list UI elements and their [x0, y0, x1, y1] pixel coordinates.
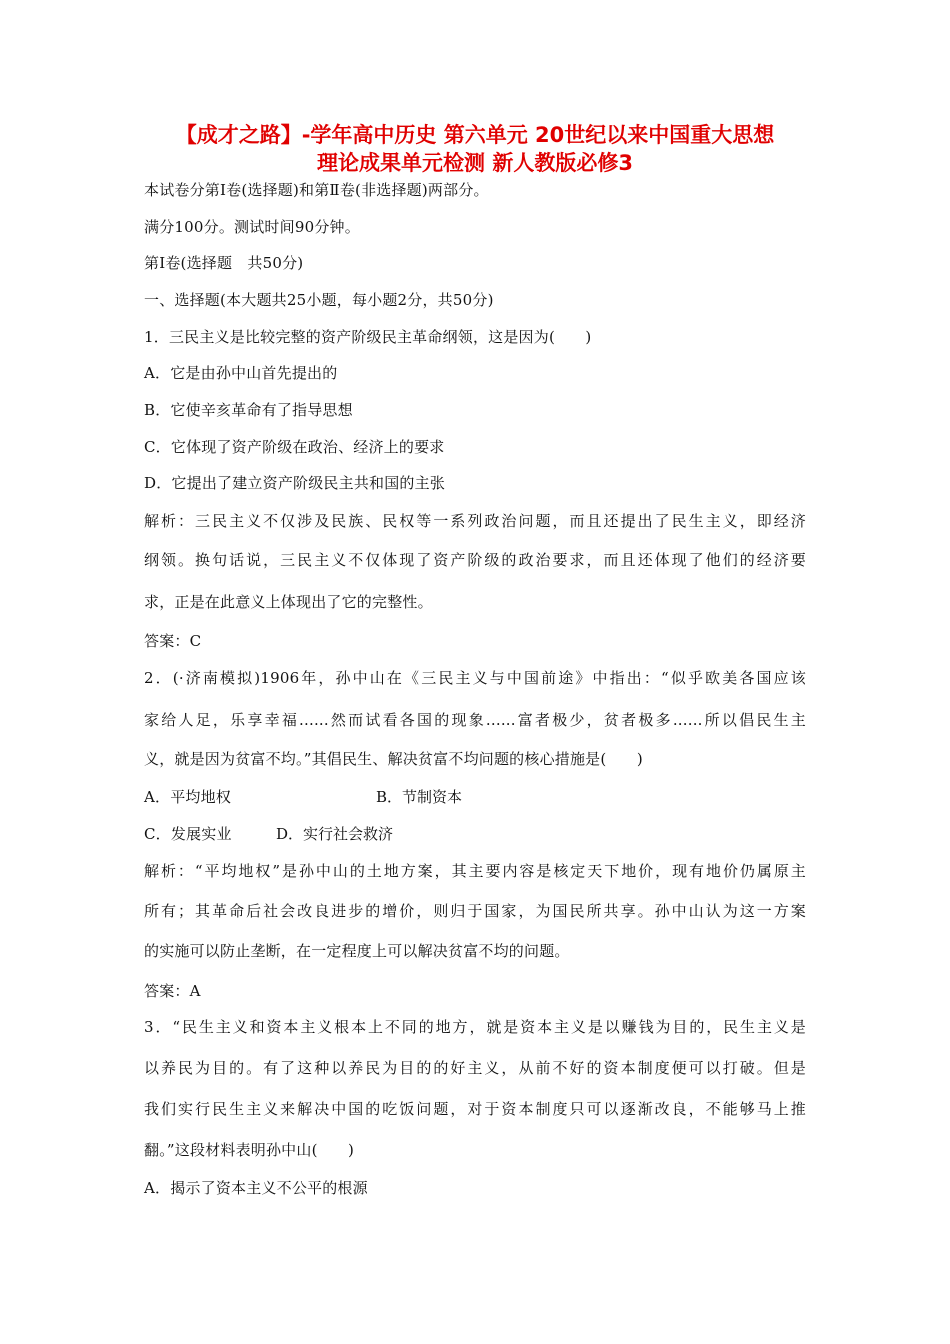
question-2-stem-line-2: 家给人足，乐享幸福......然而试看各国的现象......富者极少，贫者极多......所以倡民生主	[144, 711, 806, 729]
question-1-analysis-line-1: 解析：三民主义不仅涉及民族、民权等一系列政治问题，而且还提出了民生主义，即经济	[144, 512, 806, 530]
question-2-option-a: A．平均地权	[144, 788, 232, 806]
question-2-stem-line-1: 2．(·济南模拟)1906年，孙中山在《三民主义与中国前途》中指出：“似乎欧美各国应该	[144, 669, 806, 687]
question-2-option-c: C．发展实业	[144, 825, 232, 843]
question-2-analysis-line-3: 的实施可以防止垄断，在一定程度上可以解决贫富不均的问题。	[144, 942, 570, 960]
question-1-answer: 答案：C	[144, 632, 202, 650]
question-3-stem-line-4: 翻。”这段材料表明孙中山( )	[144, 1141, 355, 1159]
question-1-stem: 1．三民主义是比较完整的资产阶级民主革命纲领，这是因为( )	[144, 328, 592, 346]
document-title-line-2: 理论成果单元检测 新人教版必修3	[317, 151, 633, 175]
document-title-line-1: 【成才之路】-学年高中历史 第六单元 20世纪以来中国重大思想	[175, 123, 775, 147]
question-3-stem-line-1: 3．“民生主义和资本主义根本上不同的地方，就是资本主义是以赚钱为目的，民生主义是	[144, 1018, 806, 1036]
question-1-option-b: B．它使辛亥革命有了指导思想	[144, 401, 353, 419]
question-3-option-a: A．揭示了资本主义不公平的根源	[144, 1179, 368, 1197]
question-1-analysis-line-3: 求，正是在此意义上体现出了它的完整性。	[144, 593, 433, 611]
question-2-analysis-line-2: 所有；其革命后社会改良进步的增价，则归于国家，为国民所共享。孙中山认为这一方案	[144, 902, 806, 920]
question-1-option-d: D．它提出了建立资产阶级民主共和国的主张	[144, 474, 446, 492]
question-2-option-d: D．实行社会救济	[276, 825, 394, 843]
question-3-stem-line-3: 我们实行民生主义来解决中国的吃饭问题，对于资本制度只可以逐渐改良，不能够马上推	[144, 1100, 806, 1118]
question-2-stem-line-3: 义，就是因为贫富不均。”其倡民生、解决贫富不均问题的核心措施是( )	[144, 750, 643, 768]
question-2-option-b: B．节制资本	[376, 788, 463, 806]
intro-text: 本试卷分第Ⅰ卷(选择题)和第Ⅱ卷(非选择题)两部分。	[144, 181, 489, 199]
question-3-stem-line-2: 以养民为目的。有了这种以养民为目的的好主义，从前不好的资本制度便可以打破。但是	[144, 1059, 806, 1077]
score-time-text: 满分100分。测试时间90分钟。	[144, 218, 360, 236]
part-heading: 一、选择题(本大题共25小题，每小题2分，共50分)	[144, 291, 494, 309]
question-1-option-c: C．它体现了资产阶级在政治、经济上的要求	[144, 438, 445, 456]
question-1-option-a: A．它是由孙中山首先提出的	[144, 364, 338, 382]
question-1-analysis-line-2: 纲领。换句话说，三民主义不仅体现了资产阶级的政治要求，而且还体现了他们的经济要	[144, 551, 806, 569]
section-heading: 第Ⅰ卷(选择题 共50分)	[144, 254, 304, 272]
question-2-answer: 答案：A	[144, 982, 201, 1000]
question-2-analysis-line-1: 解析：“平均地权”是孙中山的土地方案，其主要内容是核定天下地价，现有地价仍属原主	[144, 862, 806, 880]
